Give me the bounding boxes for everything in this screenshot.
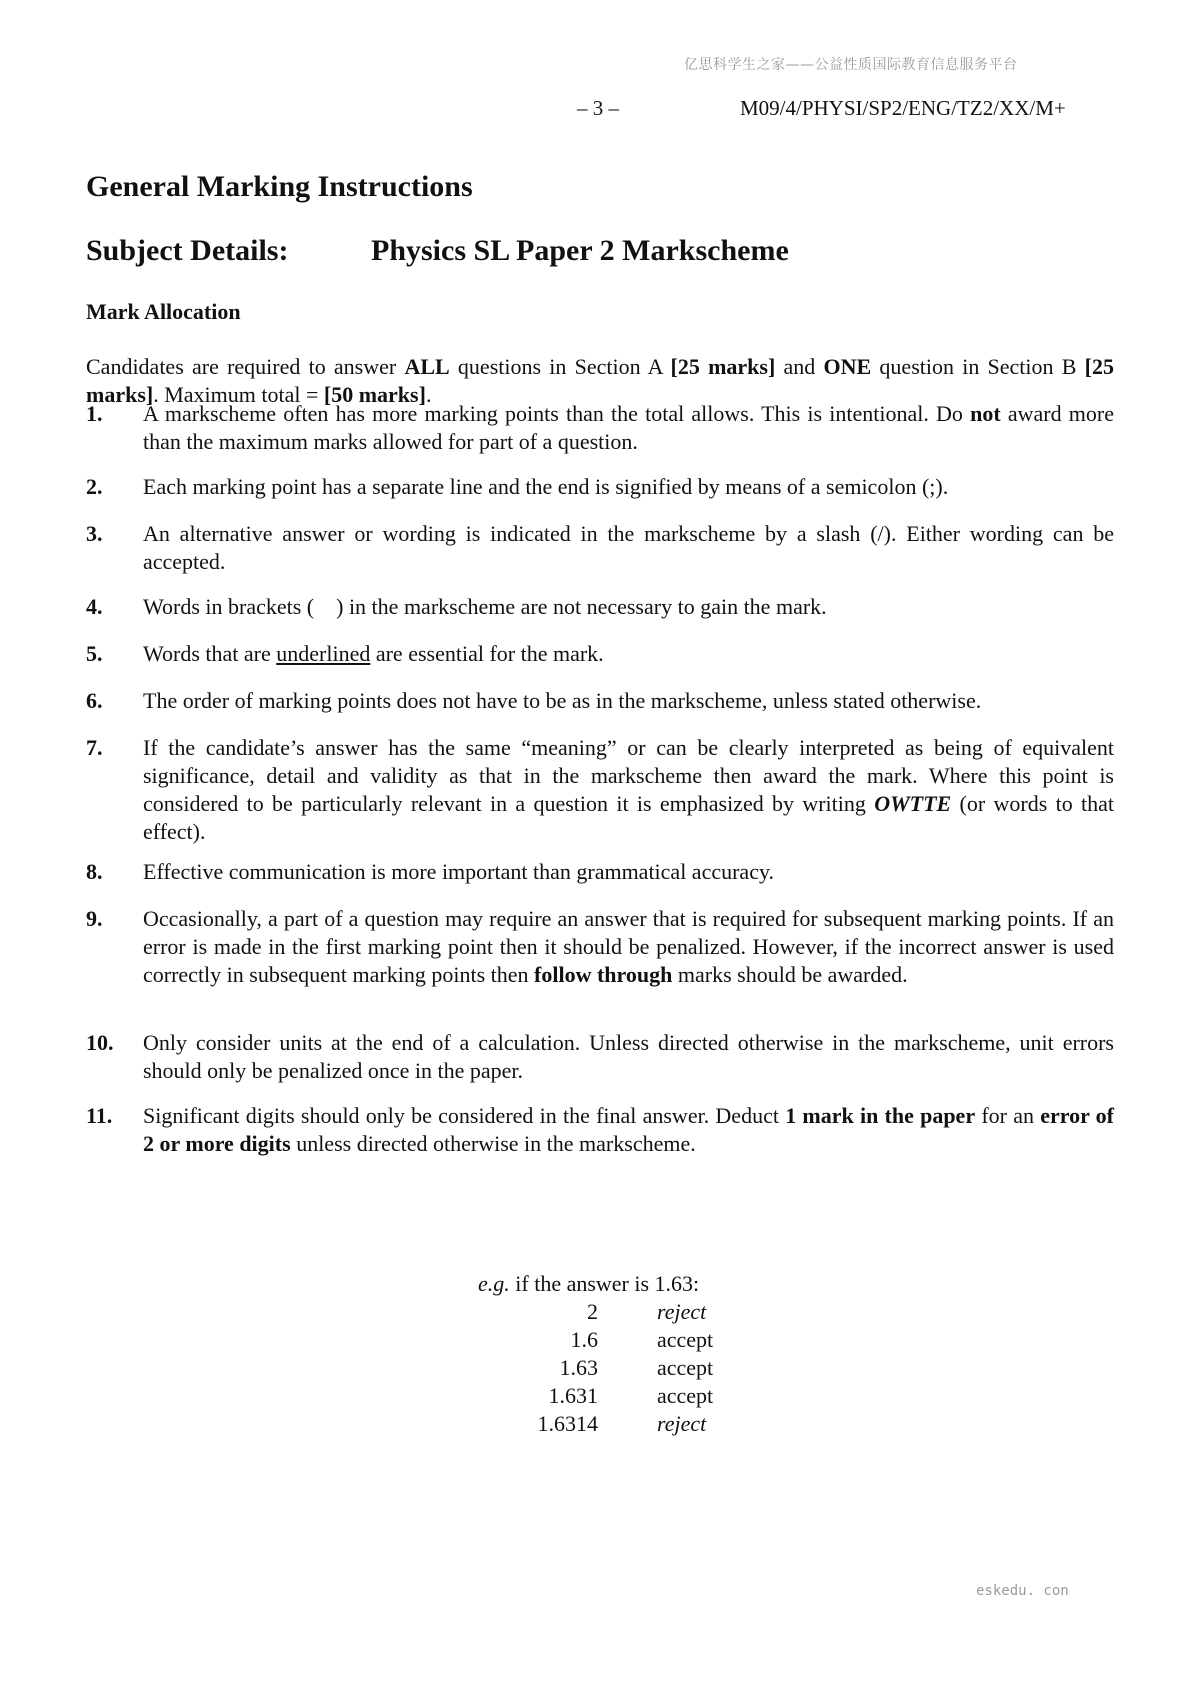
item-text: Effective communication is more important than grammatical accuracy. (143, 859, 775, 884)
item-text: The order of marking points does not have to be as in the markscheme, unless stated otherwise. (143, 688, 982, 713)
item-number: 8. (86, 859, 103, 884)
item-bold-part: not (970, 401, 1001, 426)
example-result: accept (657, 1355, 714, 1380)
instruction-item (86, 858, 1114, 886)
item-number: 2. (86, 474, 103, 499)
item-text-part: are essential for the mark. (370, 641, 604, 666)
intro-bold-marks-b: [25 marks] (86, 354, 1114, 407)
intro-text: Candidates are required to answer (86, 354, 405, 379)
section-heading: Mark Allocation (86, 299, 241, 324)
watermark-top: 亿思科学生之家——公益性质国际教育信息服务平台 (684, 57, 1018, 73)
item-text-part: (or words to that effect). (143, 791, 1115, 844)
instruction-item (86, 905, 1114, 989)
item-number: 1. (86, 401, 103, 426)
subject-label: Subject Details: (86, 234, 289, 267)
item-text-part: for an (975, 1103, 1041, 1128)
example-value: 1.631 (548, 1383, 598, 1408)
document-code: M09/4/PHYSI/SP2/ENG/TZ2/XX/M+ (740, 96, 1066, 120)
intro-text: . Maximum total = (153, 382, 324, 407)
page-number: – 3 – (577, 96, 619, 120)
item-text: An alternative answer or wording is indicated in the markscheme by a slash (/). Either wording can be accepted. (143, 521, 1114, 574)
example-value: 1.63 (559, 1355, 598, 1380)
item-text: Only consider units at the end of a calculation. Unless directed otherwise in the markscheme, unit errors should only be penalized once in the paper. (143, 1030, 1114, 1083)
item-text-part: unless directed otherwise in the markscheme. (290, 1131, 696, 1156)
item-bold-italic-part: OWTTE (874, 791, 952, 816)
item-text-part: Words that are (143, 641, 277, 666)
instruction-item (86, 687, 1114, 715)
subject-value: Physics SL Paper 2 Markscheme (371, 234, 789, 267)
item-number: 10. (86, 1030, 114, 1055)
intro-text: questions in Section A (449, 354, 671, 379)
intro-bold-all: ALL (404, 354, 450, 379)
item-bold-part: error of 2 or more digits (143, 1103, 1115, 1156)
instruction-item (86, 400, 1114, 456)
item-underlined-part: underlined (276, 641, 371, 666)
item-text (143, 1102, 1114, 1158)
instruction-item (86, 1102, 1114, 1158)
example-result: reject (657, 1299, 707, 1324)
example-eg: e.g. (478, 1271, 510, 1296)
intro-text: . (425, 382, 432, 407)
intro-text: question in Section B (871, 354, 1085, 379)
example-result: reject (657, 1411, 707, 1436)
item-text: Each marking point has a separate line and the end is signified by means of a semicolon (;). (143, 474, 949, 499)
item-text (143, 905, 1114, 989)
intro-bold-marks-a: [25 marks] (670, 354, 776, 379)
page-title: General Marking Instructions (86, 170, 473, 203)
instruction-item (86, 520, 1114, 576)
item-number: 6. (86, 688, 103, 713)
intro-bold-one: ONE (823, 354, 872, 379)
item-text (143, 400, 1114, 456)
item-bold-part: follow through (534, 962, 673, 987)
item-text-part: marks should be awarded. (672, 962, 908, 987)
item-number: 5. (86, 641, 103, 666)
intro-text: and (775, 354, 824, 379)
item-number: 11. (86, 1103, 113, 1128)
example-value: 1.6 (570, 1327, 598, 1352)
item-text-part: Significant digits should only be considered in the final answer. Deduct (143, 1103, 786, 1128)
instruction-item (86, 734, 1114, 846)
item-number: 4. (86, 594, 103, 619)
example-lead (478, 1270, 699, 1298)
example-value: 2 (587, 1299, 598, 1324)
example-result: accept (657, 1327, 714, 1352)
instruction-item (86, 1029, 1114, 1085)
watermark-bottom: eskedu. con (976, 1583, 1069, 1599)
item-text-part: If the candidate’s answer has the same “meaning” or can be clearly interpreted as being of equivalent significance, detail and validity as that in the markscheme then award the mark. Where this point is considered to be particularly relevant in a question it is emphasized by writing (143, 735, 1114, 816)
item-text-part: Occasionally, a part of a question may require an answer that is required for subsequent marking points. If an error is made in the first marking point then it should be penalized. However, if the incorrect answer is used correctly in subsequent marking points then (143, 906, 1114, 987)
item-bold-part: 1 mark in the paper (785, 1103, 976, 1128)
example-result: accept (657, 1383, 714, 1408)
item-text: Words in brackets ( ) in the markscheme are not necessary to gain the mark. (143, 594, 827, 619)
item-number: 7. (86, 735, 103, 760)
example-lead-text: if the answer is 1.63: (509, 1271, 700, 1296)
intro-bold-total: [50 marks] (323, 382, 426, 407)
instruction-item (86, 593, 1114, 621)
item-number: 3. (86, 521, 103, 546)
item-text-part: award more than the maximum marks allowed for part of a question. (143, 401, 1115, 454)
instruction-item (86, 640, 1114, 668)
instruction-item (86, 473, 1114, 501)
item-text (143, 640, 1114, 668)
item-number: 9. (86, 906, 103, 931)
item-text (143, 734, 1114, 846)
item-text-part: A markscheme often has more marking points than the total allows. This is intentional. Do (143, 401, 971, 426)
example-value: 1.6314 (537, 1411, 598, 1436)
